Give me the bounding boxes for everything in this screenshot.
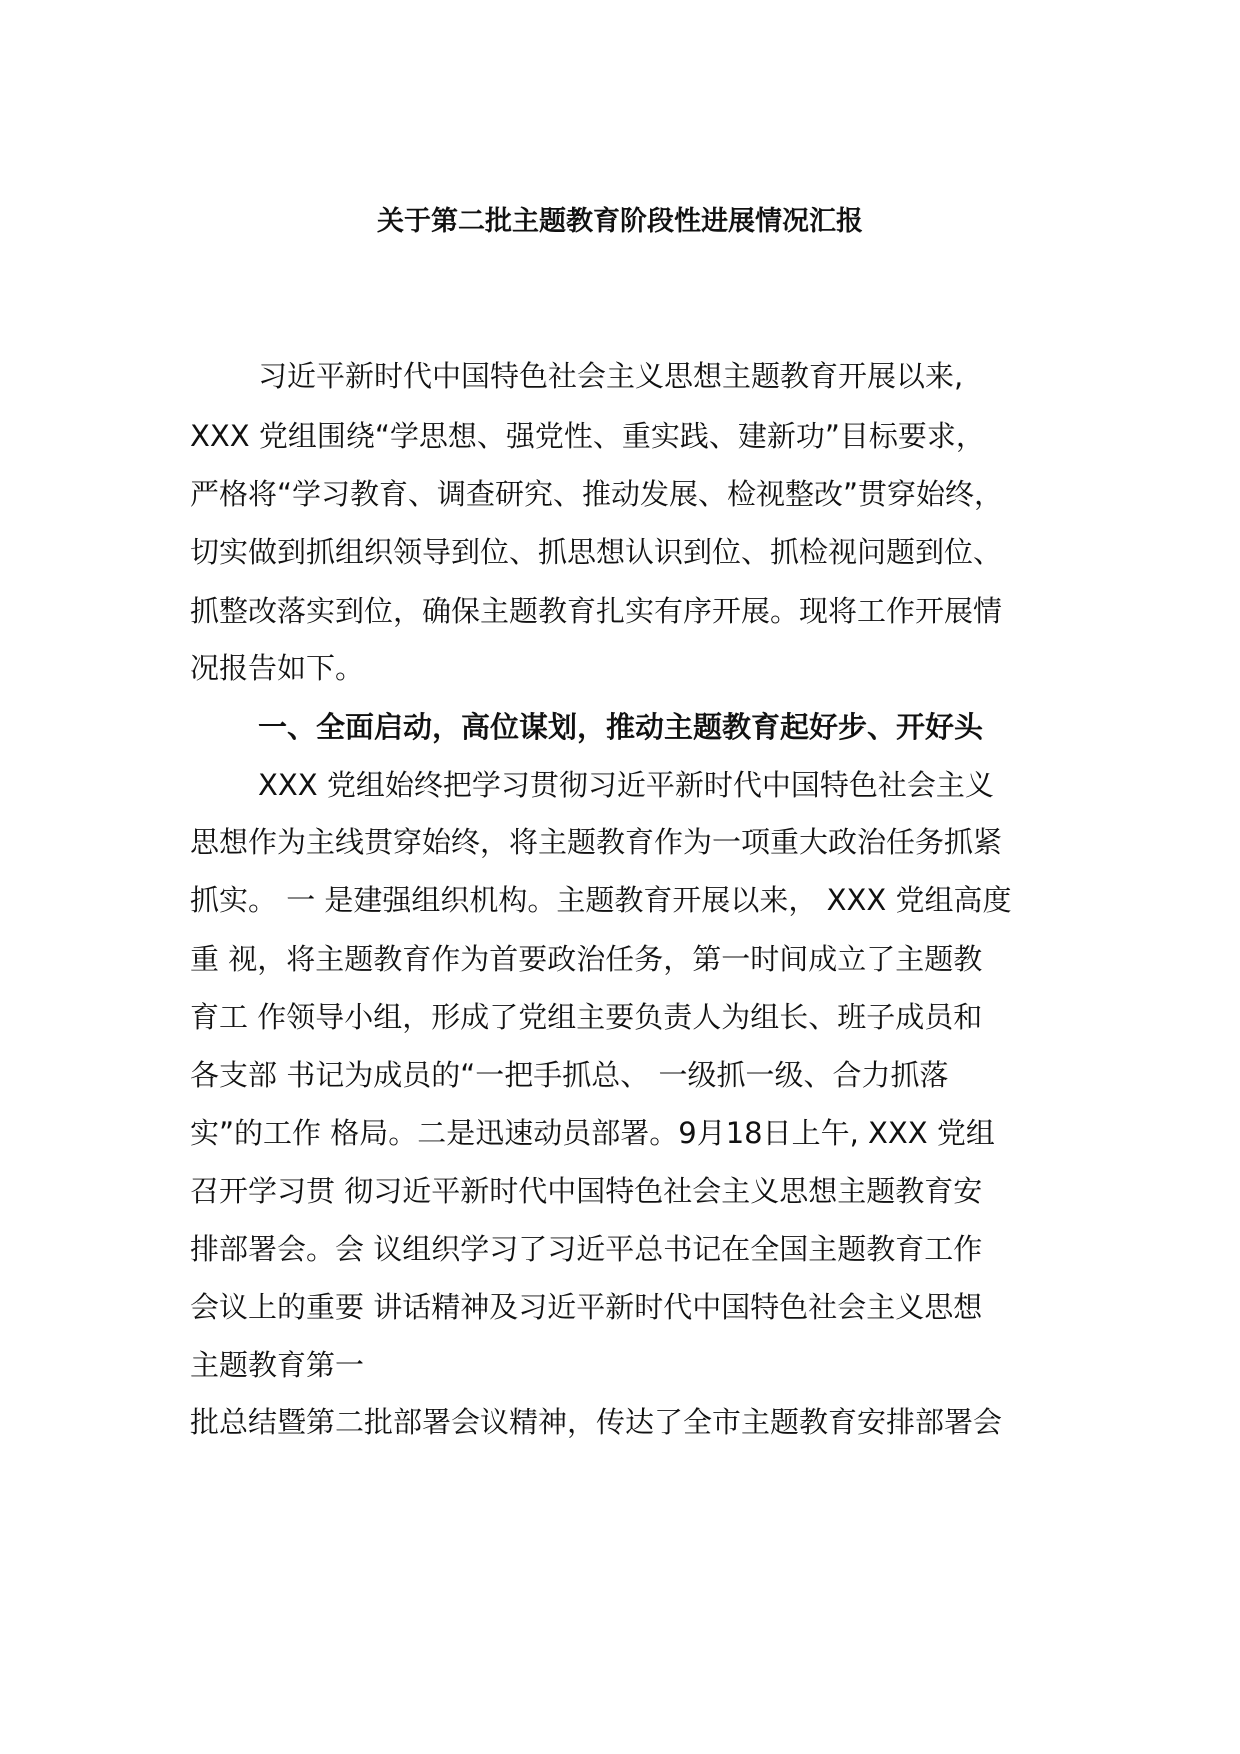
- paragraph-line: 批总结暨第二批部署会议精神，传达了全市主题教育安排部署会: [190, 1405, 1003, 1439]
- paragraph-line: 各支部 书记为成员的“一把手抓总、 一级抓一级、合力抓落: [190, 1058, 949, 1092]
- paragraph-line: 主题教育第一: [190, 1348, 365, 1382]
- paragraph-line: 排部署会。会 议组织学习了习近平总书记在全国主题教育工作: [190, 1232, 983, 1266]
- paragraph-line: 召开学习贯 彻习近平新时代中国特色社会主义思想主题教育安: [190, 1174, 983, 1208]
- paragraph-line: 切实做到抓组织领导到位、抓思想认识到位、抓检视问题到位、: [190, 535, 1003, 569]
- section-heading: 一、全面启动，高位谋划，推动主题教育起好步、开好头: [258, 710, 984, 744]
- paragraph-line: 抓实。 一 是建强组织机构。主题教育开展以来， XXX 党组高度: [190, 883, 1012, 917]
- paragraph-line: 会议上的重要 讲话精神及习近平新时代中国特色社会主义思想: [190, 1290, 983, 1324]
- paragraph-line: 重 视，将主题教育作为首要政治任务，第一时间成立了主题教: [190, 942, 983, 976]
- paragraph-line: 实”的工作 格局。二是迅速动员部署。9月18日上午, XXX 党组: [190, 1116, 995, 1150]
- paragraph-line: XXX 党组围绕“学思想、强党性、重实践、建新功”目标要求，: [190, 419, 985, 453]
- paragraph-line: 习近平新时代中国特色社会主义思想主题教育开展以来,: [258, 359, 964, 393]
- paragraph-line: 严格将“学习教育、调查研究、推动发展、检视整改”贯穿始终，: [190, 477, 1004, 511]
- document-title: 关于第二批主题教育阶段性进展情况汇报: [377, 206, 863, 237]
- paragraph-line: 抓整改落实到位，确保主题教育扎实有序开展。现将工作开展情: [190, 594, 1003, 628]
- paragraph-line: 况报告如下。: [190, 651, 365, 685]
- paragraph-line: XXX 党组始终把学习贯彻习近平新时代中国特色社会主义: [258, 768, 994, 802]
- paragraph-line: 思想作为主线贯穿始终，将主题教育作为一项重大政治任务抓紧: [190, 825, 1003, 859]
- paragraph-line: 育工 作领导小组，形成了党组主要负责人为组长、班子成员和: [190, 1000, 983, 1034]
